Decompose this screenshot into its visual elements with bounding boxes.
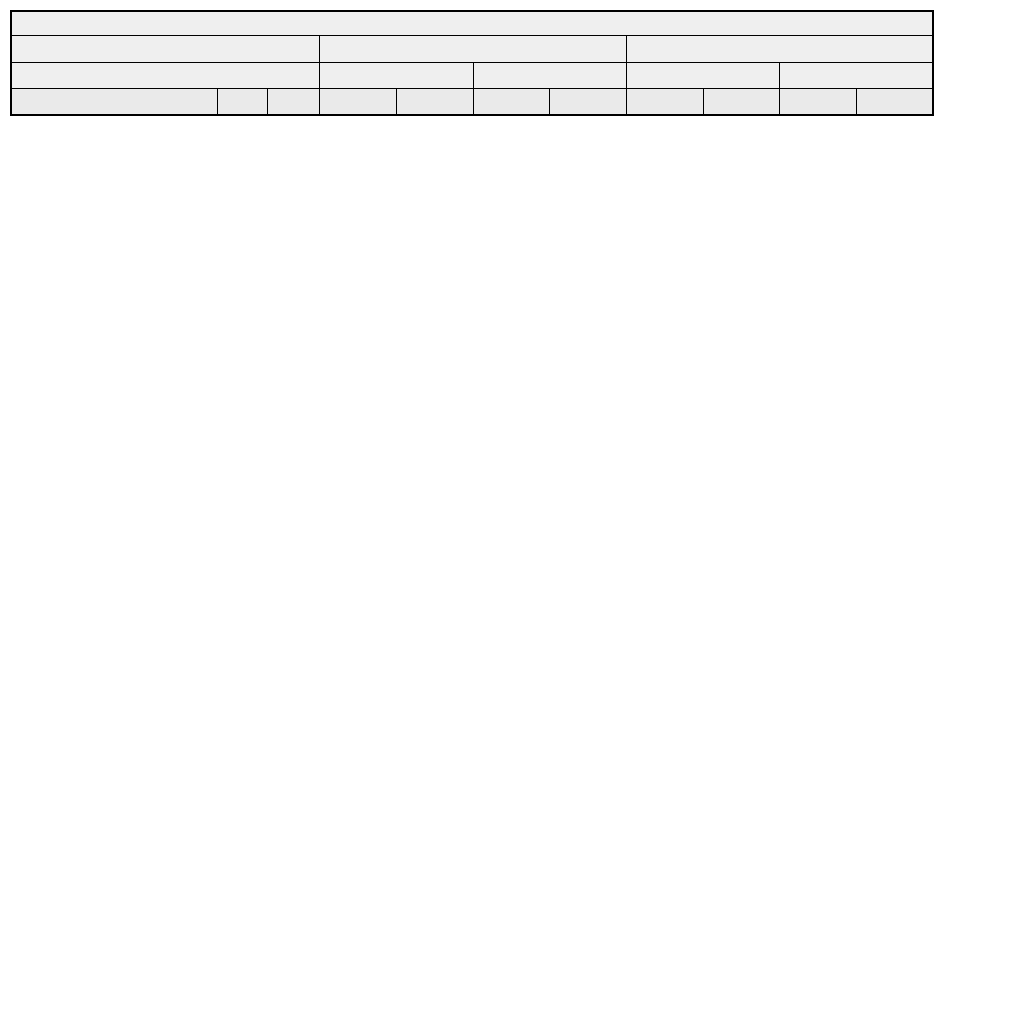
col-header-oblique2 — [856, 89, 933, 116]
std-high-mode-header — [779, 63, 933, 89]
col-header-oblique2 — [396, 89, 473, 116]
date-range — [11, 36, 319, 63]
group-header-standard-deviation — [626, 36, 933, 63]
col-header-oblique1 — [473, 89, 549, 116]
avg-low-mode-header — [319, 63, 473, 89]
col-header-oblique2 — [703, 89, 779, 116]
avg-high-mode-header — [473, 63, 626, 89]
std-low-mode-header — [626, 63, 779, 89]
col-header-city — [11, 89, 217, 116]
col-header-oblique1 — [319, 89, 396, 116]
site-info-header — [11, 63, 319, 89]
stats-table — [10, 10, 934, 116]
colorbar — [949, 34, 963, 472]
col-header-oblique1 — [779, 89, 856, 116]
col-header-oblique2 — [549, 89, 626, 116]
group-header-average — [319, 36, 626, 63]
col-header-id — [217, 89, 267, 116]
col-header-oblique1 — [626, 89, 703, 116]
table-title — [11, 11, 933, 36]
col-header-freq — [267, 89, 319, 116]
